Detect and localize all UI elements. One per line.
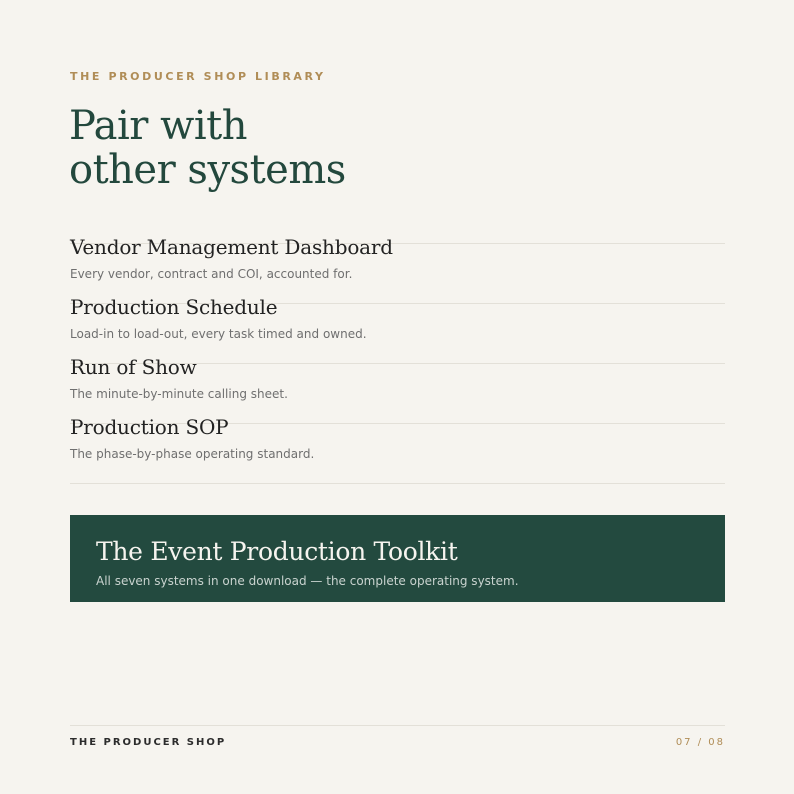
page-title-line-2: other systems (69, 147, 346, 193)
systems-list (70, 235, 725, 484)
page-title (69, 104, 346, 192)
toolkit-description: All seven systems in one download — the complete operating system. (96, 574, 519, 588)
page-title-line-1: Pair with (69, 103, 247, 149)
footer (70, 725, 725, 748)
system-description: Every vendor, contract and COI, accounted for. (70, 267, 353, 281)
list-item[interactable] (70, 235, 725, 303)
system-description: The minute-by-minute calling sheet. (70, 387, 288, 401)
footer-brand: THE PRODUCER SHOP (70, 737, 227, 748)
system-description: The phase-by-phase operating standard. (70, 447, 315, 461)
system-title: Vendor Management Dashboard (70, 235, 393, 259)
list-item[interactable] (70, 295, 725, 363)
system-description: Load-in to load-out, every task timed and owned. (70, 327, 367, 341)
toolkit-card[interactable] (70, 515, 725, 602)
eyebrow-label: THE PRODUCER SHOP LIBRARY (70, 70, 326, 83)
system-title: Production SOP (70, 415, 229, 439)
page-number: 07 / 08 (675, 737, 725, 748)
toolkit-title: The Event Production Toolkit (96, 537, 458, 566)
list-item[interactable] (70, 355, 725, 423)
system-title: Production Schedule (70, 295, 278, 319)
list-item[interactable] (70, 415, 725, 484)
system-title: Run of Show (70, 355, 197, 379)
